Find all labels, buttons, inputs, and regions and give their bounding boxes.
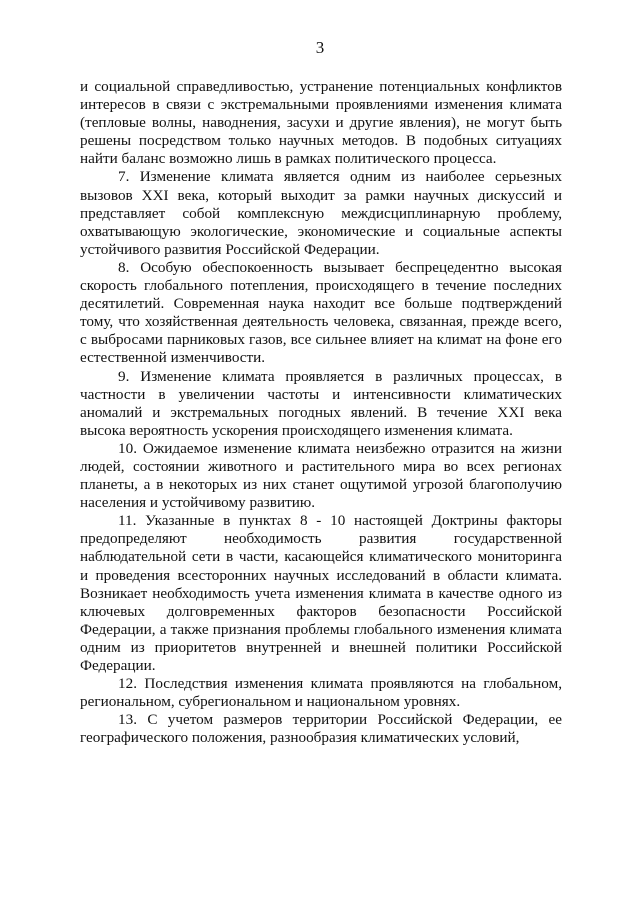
paragraph-11: 11. Указанные в пунктах 8 - 10 настоящей Доктрины факторы предопределяют необходимость развития государственной наблюдательной сети в части, касающейся климатического мониторинга и проведения всесторонних научных исследований в области климата. Возникает необходимость учета изменения климата в качестве одного из ключевых долговременных факторов безопасности Российской Федерации, а также признания проблемы глобального изменения климата одним из приоритетов внутренней и внешней политики Российской Федерации.	[80, 512, 562, 674]
paragraph-13: 13. С учетом размеров территории Российской Федерации, ее географического положения, разнообразия климатических условий,	[80, 711, 562, 747]
paragraph-7: 7. Изменение климата является одним из наиболее серьезных вызовов XXI века, который выходит за рамки научных дискуссий и представляет собой комплексную междисциплинарную проблему, охватывающую экологические, экономические и социальные аспекты устойчивого развития Российской Федерации.	[80, 168, 562, 258]
paragraph-8: 8. Особую обеспокоенность вызывает беспрецедентно высокая скорость глобального потепления, происходящего в течение последних десятилетий. Современная наука находит все больше подтверждений тому, что хозяйственная деятельность человека, связанная, прежде всего, с выбросами парниковых газов, все сильнее влияет на климат на фоне его естественной изменчивости.	[80, 258, 562, 367]
page-number: 3	[315, 38, 325, 57]
paragraph-continuation: и социальной справедливостью, устранение потенциальных конфликтов интересов в связи с экстремальными проявлениями изменения климата (тепловые волны, наводнения, засухи и другие явления), не могут быть решены посредством только научных методов. В подобных ситуациях найти баланс возможно лишь в рамках политического процесса.	[80, 78, 562, 168]
body-text	[80, 78, 562, 747]
paragraph-9: 9. Изменение климата проявляется в различных процессах, в частности в увеличении частоты и интенсивности климатических аномалий и экстремальных погодных явлений. В течение XXI века высока вероятность ускорения происходящего изменения климата.	[80, 367, 562, 439]
paragraph-10: 10. Ожидаемое изменение климата неизбежно отразится на жизни людей, состоянии животного и растительного мира во всех регионах планеты, а в некоторых из них станет ощутимой угрозой благополучию населения и устойчивому развитию.	[80, 439, 562, 512]
paragraph-12: 12. Последствия изменения климата проявляются на глобальном, региональном, субрегиональном и национальном уровнях.	[80, 675, 562, 711]
